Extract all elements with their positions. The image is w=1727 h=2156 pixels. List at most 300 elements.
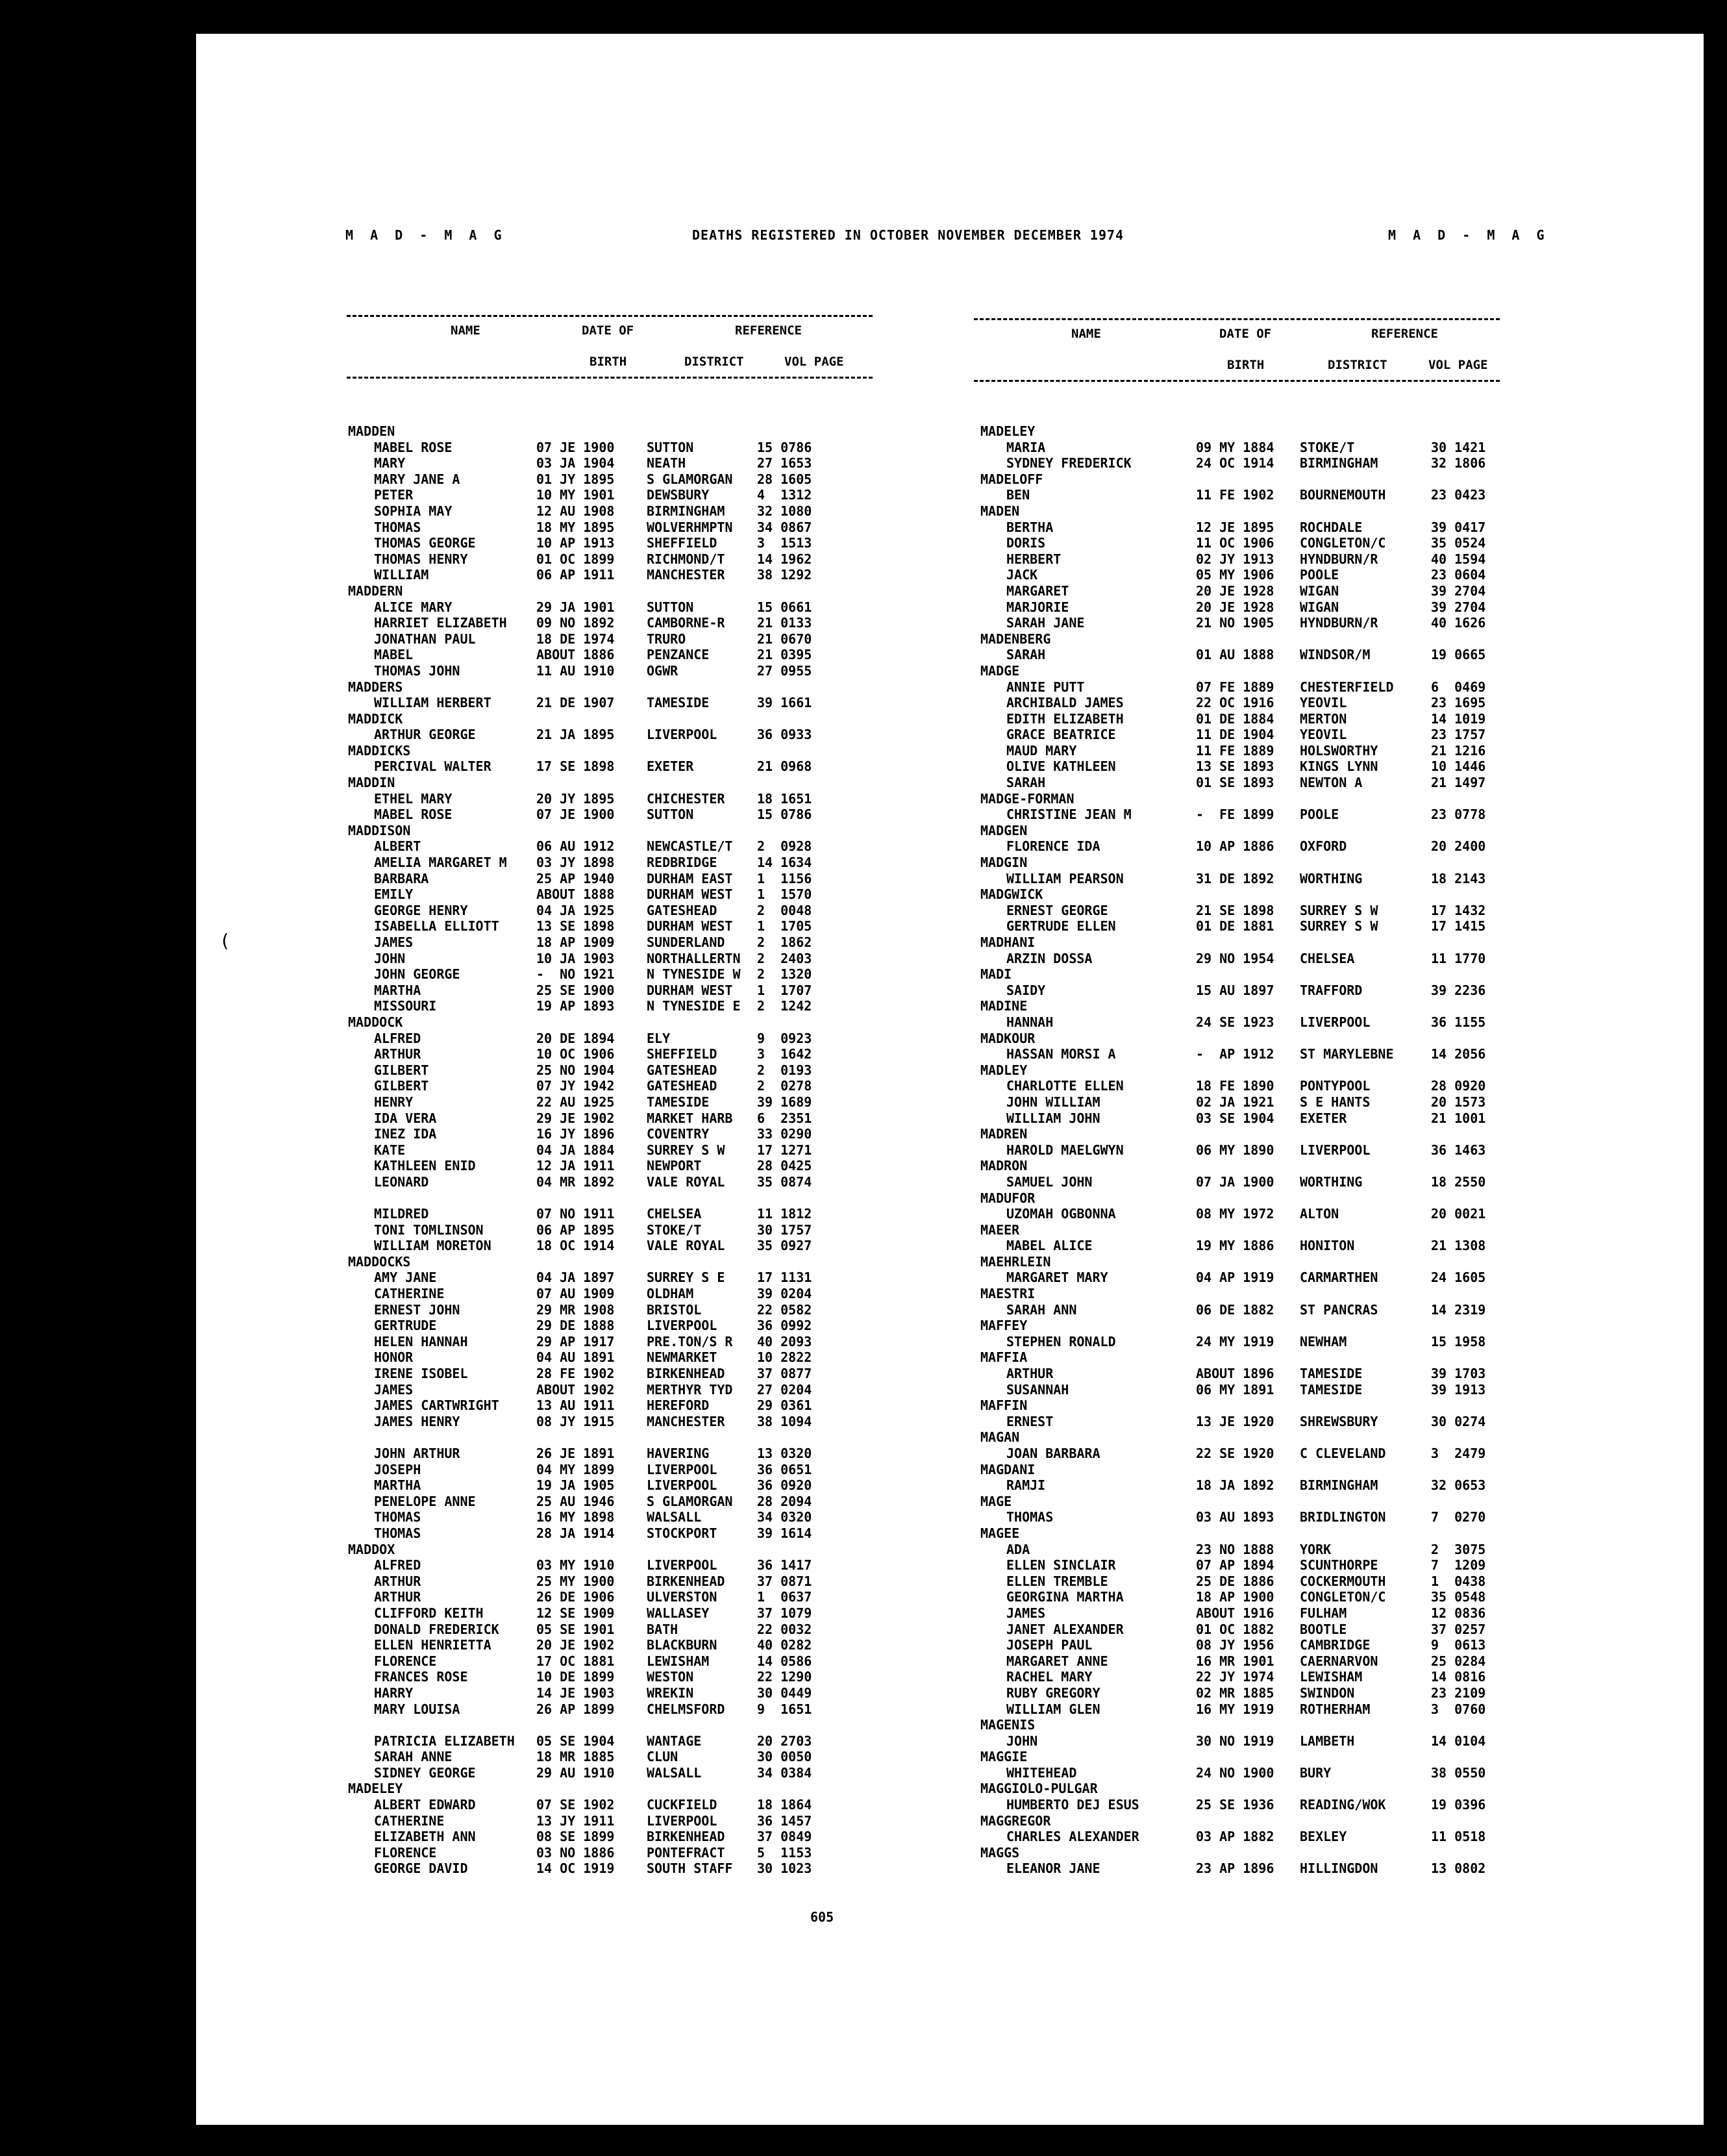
surname-heading [980,1190,1552,1207]
forename-text: JANET ALEXANDER [1006,1621,1124,1637]
birth-date-text: 02 JA 1921 [1196,1094,1274,1110]
volume-page-text: 38 0550 [1431,1764,1486,1781]
death-entry-row [980,455,1552,471]
district-text: LEWISHAM [1300,1669,1363,1685]
death-entry-row [980,487,1552,503]
birth-date-text: 26 AP 1899 [536,1701,615,1717]
surname-text: MAGENIS [980,1717,1036,1733]
birth-date-text: 23 NO 1888 [1196,1541,1274,1557]
surname-text: MADDEN [348,423,395,439]
forename-text: JOSEPH PAUL [1006,1637,1093,1653]
district-text: DURHAM WEST [647,886,733,903]
birth-date-text: 13 SE 1898 [536,918,615,934]
death-entry-row [348,1669,880,1685]
forename-text: MARTHA [374,982,421,998]
death-entry-row [348,615,880,631]
forename-text: ALBERT [374,838,421,855]
death-entry-row [348,807,880,823]
header-title: DEATHS REGISTERED IN OCTOBER NOVEMBER DECEMBER 1974 [692,227,1124,243]
surname-heading [980,823,1552,839]
surname-text: MADELOFF [980,471,1043,487]
forename-text: EDITH ELIZABETH [1006,710,1124,727]
death-entry-row [348,1334,880,1350]
left-column-entries [348,423,880,1877]
death-entry-row [980,1622,1552,1638]
death-entry-row [980,1829,1552,1845]
volume-page-text: 2 1242 [757,998,812,1014]
death-entry-row [348,1509,880,1525]
volume-page-text: 13 0320 [757,1446,812,1461]
death-entry-row [348,1318,880,1334]
surname-text: MAGGIOLO-PULGAR [980,1781,1098,1797]
volume-page-text: 14 0104 [1431,1733,1486,1749]
death-entry-row [348,966,880,983]
district-text: SHREWSBURY [1300,1413,1378,1429]
surname-heading [348,743,880,759]
district-text: WALSALL [647,1509,702,1525]
surname-text: MADEN [980,503,1020,519]
forename-text: MARY LOUISA [374,1701,460,1717]
forename-text: JAMES [1006,1605,1046,1621]
death-entry-row [980,1477,1552,1494]
death-entry-row [980,1573,1552,1590]
district-text: BOOTLE [1300,1621,1347,1637]
death-entry-row [348,1158,880,1174]
surname-text: MADDISON [348,822,411,838]
forename-text: ALFRED [374,1557,421,1573]
birth-date-text: - AP 1912 [1196,1046,1274,1062]
birth-date-text: 10 MY 1901 [536,487,615,503]
district-text: GATESHEAD [647,902,717,918]
volume-page-text: 14 0586 [757,1653,812,1669]
district-text: WIGAN [1300,599,1339,615]
blank-row [348,1429,880,1446]
death-entry-row [980,871,1552,887]
forename-text: JAMES [374,934,414,950]
district-text: TAMESIDE [1300,1381,1363,1398]
surname-text: MADINE [980,998,1028,1014]
volume-page-text: 17 1271 [757,1142,812,1158]
district-text: SCUNTHORPE [1300,1557,1378,1573]
birth-date-text: 26 JE 1891 [536,1446,615,1461]
volume-page-text: 9 0613 [1431,1637,1486,1653]
volume-page-text: 7 1209 [1431,1557,1486,1573]
death-entry-row [348,1861,880,1877]
death-entry-row [348,1142,880,1159]
volume-page-text: 37 0257 [1431,1621,1486,1637]
volume-page-text: 11 1770 [1431,950,1486,966]
district-text: NEWHAM [1300,1333,1347,1349]
surname-heading [980,1031,1552,1047]
volume-page-text: 18 2550 [1431,1173,1486,1190]
birth-date-text: 12 JE 1895 [1196,519,1274,535]
volume-page-text: 2 1320 [757,966,812,983]
forename-text: ARTHUR GEORGE [374,727,476,743]
district-text: WESTON [647,1669,694,1685]
death-entry-row [980,1334,1552,1350]
header-name-label: NAME [451,323,480,338]
birth-date-text: 29 JE 1902 [536,1110,615,1126]
death-entry-row [980,1637,1552,1653]
forename-text: AMY JANE [374,1270,437,1286]
volume-page-text: 3 1642 [757,1046,812,1062]
volume-page-text: 6 0469 [1431,679,1486,695]
forename-text: THOMAS HENRY [374,551,468,567]
district-text: MARKET HARB [647,1110,733,1126]
death-entry-row [980,599,1552,616]
forename-text: CHARLES ALEXANDER [1006,1829,1139,1845]
death-entry-row [348,695,880,711]
district-text: NEWMARKET [647,1349,717,1366]
death-entry-row [980,1206,1552,1222]
forename-text: ARTHUR [374,1573,421,1589]
district-text: HILLINGDON [1300,1861,1378,1877]
volume-page-text: 2 3075 [1431,1541,1486,1557]
volume-page-text: 39 2704 [1431,599,1486,615]
surname-text: MADDERN [348,583,403,599]
death-entry-row [348,1302,880,1318]
birth-date-text: 25 SE 1936 [1196,1797,1274,1813]
surname-text: MAGEE [980,1525,1020,1541]
surname-text: MADDICK [348,710,403,727]
birth-date-text: 03 MY 1910 [536,1557,615,1573]
header-district-label: DISTRICT [684,355,744,369]
birth-date-text: 22 AU 1925 [536,1094,615,1110]
forename-text: ELEANOR JANE [1006,1861,1100,1877]
birth-date-text: 19 JA 1905 [536,1477,615,1494]
forename-text: WILLIAM JOHN [1006,1110,1100,1126]
district-text: VALE ROYAL [647,1238,725,1254]
forename-text: ELLEN SINCLAIR [1006,1557,1116,1573]
district-text: MANCHESTER [647,567,725,583]
birth-date-text: 13 SE 1893 [1196,758,1274,775]
volume-page-text: 17 1131 [757,1270,812,1286]
volume-page-text: 9 0923 [757,1030,812,1046]
birth-date-text: 16 MY 1919 [1196,1701,1274,1717]
death-entry-row [980,758,1552,775]
district-text: YEOVIL [1300,695,1347,711]
volume-page-text: 4 1312 [757,487,812,503]
forename-text: ELIZABETH ANN [374,1829,476,1845]
district-text: CHELSEA [647,1206,702,1222]
forename-text: GRACE BEATRICE [1006,727,1116,743]
volume-page-text: 27 0955 [757,662,812,679]
volume-page-text: 21 1001 [1431,1110,1486,1126]
death-entry-row [980,743,1552,759]
header-reference-label: REFERENCE [1371,327,1438,341]
surname-heading [980,998,1552,1014]
death-entry-row [348,599,880,616]
volume-page-text: 36 0933 [757,727,812,743]
district-text: OLDHAM [647,1286,694,1302]
volume-page-text: 18 2143 [1431,870,1486,886]
surname-heading [348,423,880,440]
death-entry-row [980,583,1552,599]
district-text: BLACKBURN [647,1637,717,1653]
death-entry-row [348,1573,880,1590]
header-birth-label: BIRTH [590,355,627,369]
forename-text: BEN [1006,487,1030,503]
volume-page-text: 14 2056 [1431,1046,1486,1062]
forename-text: JOHN [1006,1733,1038,1749]
forename-text: PENELOPE ANNE [374,1493,476,1509]
district-text: WANTAGE [647,1733,702,1749]
volume-page-text: 7 0270 [1431,1509,1486,1525]
district-text: TAMESIDE [647,695,710,711]
forename-text: HELEN HANNAH [374,1333,468,1349]
forename-text: SOPHIA MAY [374,503,453,519]
birth-date-text: 13 AU 1911 [536,1398,615,1414]
death-entry-row [348,503,880,520]
district-text: LIVERPOOL [647,1318,717,1334]
birth-date-text: 03 JA 1904 [536,455,615,471]
birth-date-text: 16 JY 1896 [536,1126,615,1142]
death-entry-row [348,855,880,871]
birth-date-text: 07 AU 1909 [536,1286,615,1302]
forename-text: MAUD MARY [1006,742,1077,758]
death-entry-row [980,1446,1552,1462]
birth-date-text: 05 MY 1906 [1196,567,1274,583]
birth-date-text: 25 AP 1940 [536,870,615,886]
death-entry-row [348,1605,880,1622]
volume-page-text: 34 0867 [757,519,812,535]
forename-text: SIDNEY GEORGE [374,1764,476,1781]
death-entry-row [348,1829,880,1845]
district-text: NEWTON A [1300,775,1363,791]
volume-page-text: 36 1457 [757,1812,812,1829]
volume-page-text: 30 1023 [757,1861,812,1877]
district-text: S GLAMORGAN [647,471,733,487]
surname-heading [980,1158,1552,1174]
district-text: LIVERPOOL [647,1812,717,1829]
surname-heading [980,1749,1552,1765]
forename-text: PERCIVAL WALTER [374,758,491,775]
death-entry-row [980,1142,1552,1159]
header-birth-label: BIRTH [1227,358,1265,372]
district-text: OGWR [647,662,678,679]
surname-text: MADREN [980,1126,1028,1142]
district-text: CHELSEA [1300,950,1355,966]
volume-page-text: 17 1415 [1431,918,1486,934]
birth-date-text: 04 JA 1925 [536,902,615,918]
death-entry-row [980,983,1552,999]
forename-text: MARY JANE A [374,471,460,487]
header-vol-page-label: VOL PAGE [1428,358,1488,372]
volume-page-text: 21 1497 [1431,775,1486,791]
death-entry-row [348,1622,880,1638]
district-text: LIVERPOOL [647,727,717,743]
volume-page-text: 36 0651 [757,1461,812,1477]
death-entry-row [348,1031,880,1047]
forename-text: ARTHUR [374,1046,421,1062]
birth-date-text: 01 JY 1895 [536,471,615,487]
volume-page-text: 23 0423 [1431,487,1486,503]
surname-heading [348,711,880,727]
forename-text: MABEL [374,647,414,663]
volume-page-text: 15 1958 [1431,1333,1486,1349]
volume-page-text: 2 0048 [757,902,812,918]
district-text: POOLE [1300,567,1339,583]
birth-date-text: 11 OC 1906 [1196,535,1274,551]
volume-page-text: 30 0274 [1431,1413,1486,1429]
death-entry-row [348,647,880,663]
birth-date-text: 18 AP 1900 [1196,1589,1274,1605]
death-entry-row [980,1238,1552,1254]
district-text: CHELMSFORD [647,1701,725,1717]
forename-text: GEORGE HENRY [374,902,468,918]
surname-text: MADUFOR [980,1190,1036,1206]
birth-date-text: 29 NO 1954 [1196,950,1274,966]
volume-page-text: 20 2703 [757,1733,812,1749]
death-entry-row [348,998,880,1014]
district-text: S GLAMORGAN [647,1493,733,1509]
header-district-label: DISTRICT [1328,358,1387,372]
forename-text: THOMAS [1006,1509,1054,1525]
death-entry-row [348,1270,880,1286]
death-entry-row [348,934,880,951]
district-text: YORK [1300,1541,1332,1557]
volume-page-text: 36 1417 [757,1557,812,1573]
forename-text: JONATHAN PAUL [374,631,476,647]
volume-page-text: 13 0802 [1431,1861,1486,1877]
death-entry-row [348,631,880,647]
district-text: STOKE/T [1300,439,1355,455]
death-entry-row [980,1797,1552,1813]
header-date-of-label: DATE OF [1219,327,1272,341]
volume-page-text: 14 1019 [1431,710,1486,727]
birth-date-text: 07 JY 1942 [536,1078,615,1094]
district-text: GATESHEAD [647,1078,717,1094]
district-text: COCKERMOUTH [1300,1573,1386,1589]
header-left-index: M A D - M A G [345,227,506,243]
birth-date-text: 29 AP 1917 [536,1333,615,1349]
surname-heading [348,1014,880,1031]
death-entry-row [980,727,1552,743]
death-entry-row [348,1206,880,1222]
birth-date-text: 25 MY 1900 [536,1573,615,1589]
surname-text: MADI [980,966,1012,983]
district-text: TRAFFORD [1300,982,1363,998]
birth-date-text: ABOUT 1896 [1196,1366,1274,1382]
birth-date-text: 05 SE 1901 [536,1621,615,1637]
forename-text: WILLIAM GLEN [1006,1701,1100,1717]
volume-page-text: 23 1757 [1431,727,1486,743]
death-entry-row [980,951,1552,967]
surname-text: MAGAN [980,1429,1020,1446]
death-entry-row [980,520,1552,536]
volume-page-text: 23 1695 [1431,695,1486,711]
volume-page-text: 22 1290 [757,1669,812,1685]
volume-page-text: 33 0290 [757,1126,812,1142]
district-text: PONTEFRACT [647,1844,725,1861]
district-text: HYNDBURN/R [1300,551,1378,567]
district-text: ST MARYLEBNE [1300,1046,1394,1062]
death-entry-row [348,1126,880,1142]
forename-text: CHARLOTTE ELLEN [1006,1078,1124,1094]
volume-page-text: 27 0204 [757,1381,812,1398]
district-text: LIVERPOOL [647,1557,717,1573]
volume-page-text: 27 1653 [757,455,812,471]
death-entry-row [980,1557,1552,1573]
surname-heading [348,823,880,839]
death-entry-row [348,520,880,536]
volume-page-text: 20 1573 [1431,1094,1486,1110]
volume-page-text: 30 0050 [757,1749,812,1765]
birth-date-text: 09 NO 1892 [536,615,615,631]
volume-page-text: 18 1864 [757,1797,812,1813]
district-text: BIRKENHEAD [647,1829,725,1845]
birth-date-text: 18 MY 1895 [536,519,615,535]
volume-page-text: 39 1703 [1431,1366,1486,1382]
district-text: BIRKENHEAD [647,1573,725,1589]
forename-text: WILLIAM PEARSON [1006,870,1124,886]
birth-date-text: 17 OC 1881 [536,1653,615,1669]
birth-date-text: 21 SE 1898 [1196,902,1274,918]
birth-date-text: ABOUT 1902 [536,1381,615,1398]
birth-date-text: 20 JE 1928 [1196,599,1274,615]
death-entry-row [348,1286,880,1302]
district-text: SURREY S W [1300,918,1378,934]
surname-heading [348,775,880,791]
forename-text: THOMAS [374,519,421,535]
district-text: SWINDON [1300,1685,1355,1701]
forename-text: ARZIN DOSSA [1006,950,1093,966]
volume-page-text: 3 1513 [757,535,812,551]
birth-date-text: 20 JE 1928 [1196,583,1274,599]
district-text: BIRKENHEAD [647,1366,725,1382]
forename-text: HERBERT [1006,551,1062,567]
birth-date-text: 07 FE 1889 [1196,679,1274,695]
surname-text: MAGGS [980,1844,1020,1861]
forename-text: SARAH ANNE [374,1749,453,1765]
forename-text: JOHN WILLIAM [1006,1094,1100,1110]
forename-text: LEONARD [374,1173,429,1190]
district-text: SHEFFIELD [647,1046,717,1062]
district-text: RICHMOND/T [647,551,725,567]
surname-heading [980,1254,1552,1270]
district-text: WORTHING [1300,1173,1363,1190]
forename-text: CATHERINE [374,1286,445,1302]
volume-page-text: 14 0816 [1431,1669,1486,1685]
volume-page-text: 11 1812 [757,1206,812,1222]
district-text: CONGLETON/C [1300,1589,1386,1605]
surname-heading [348,583,880,599]
death-entry-row [348,1765,880,1781]
district-text: ELY [647,1030,671,1046]
death-entry-row [348,727,880,743]
forename-text: SAIDY [1006,982,1046,998]
surname-heading [980,423,1552,440]
volume-page-text: 38 1094 [757,1413,812,1429]
district-text: CAMBORNE-R [647,615,725,631]
surname-text: MAFFEY [980,1318,1028,1334]
surname-heading [980,1717,1552,1733]
district-text: DEWSBURY [647,487,710,503]
death-entry-row [348,663,880,679]
birth-date-text: 07 JA 1900 [1196,1173,1274,1190]
death-entry-row [980,567,1552,583]
birth-date-text: 01 OC 1899 [536,551,615,567]
birth-date-text: 28 FE 1902 [536,1366,615,1382]
forename-text: BERTHA [1006,519,1054,535]
district-text: TAMESIDE [647,1094,710,1110]
birth-date-text: 04 MR 1892 [536,1173,615,1190]
death-entry-row [980,1174,1552,1190]
death-entry-row [980,1653,1552,1670]
forename-text: THOMAS [374,1525,421,1541]
forename-text: DORIS [1006,535,1046,551]
birth-date-text: 04 JA 1897 [536,1270,615,1286]
